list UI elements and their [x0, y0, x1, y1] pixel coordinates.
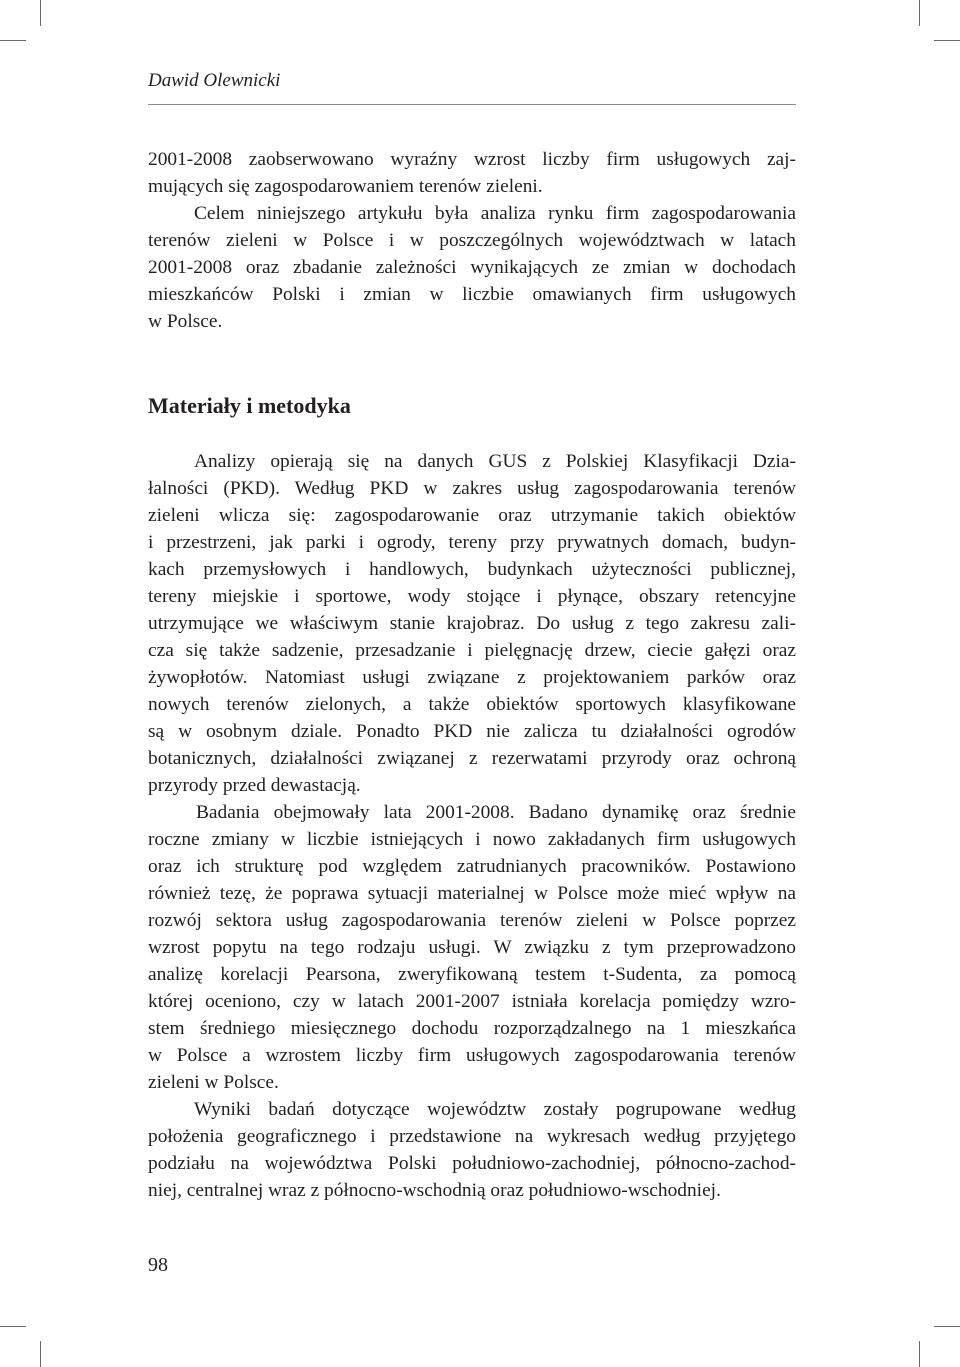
- crop-mark: [40, 1341, 41, 1367]
- text-line: oraz ich strukturę pod względem zatrudnianych pracowników. Postawiono: [148, 856, 796, 877]
- text-line: rozwój sektora usług zagospodarowania terenów zieleni w Polsce poprzez: [148, 910, 796, 931]
- text-line: wzrost popytu na tego rodzaju usługi. W związku z tym przeprowadzono: [148, 937, 796, 958]
- text-line: 2001-2008 zaobserwowano wyraźny wzrost liczby firm usługowych zaj-: [148, 149, 796, 170]
- text-line: Wyniki badań dotyczące województw zostały pogrupowane według: [194, 1099, 796, 1120]
- crop-mark: [40, 0, 41, 26]
- text-line: zieleni w Polsce.: [148, 1072, 279, 1093]
- crop-mark: [0, 1326, 26, 1327]
- text-line: łalności (PKD). Według PKD w zakres usług zagospodarowania terenów: [148, 478, 796, 499]
- text-line: terenów zieleni w Polsce i w poszczególnych województwach w latach: [148, 230, 796, 251]
- running-header-author: Dawid Olewnicki: [148, 70, 281, 91]
- text-line: kach przemysłowych i handlowych, budynkach użyteczności publicznej,: [148, 559, 796, 580]
- text-line: żywopłotów. Natomiast usługi związane z projektowaniem parków oraz: [148, 667, 796, 688]
- text-line: Celem niniejszego artykułu była analiza rynku firm zagospodarowania: [194, 203, 796, 224]
- text-line: mieszkańców Polski i zmian w liczbie omawianych firm usługowych: [148, 284, 796, 305]
- crop-mark: [0, 40, 26, 41]
- text-line: i przestrzeni, jak parki i ogrody, tereny przy prywatnych domach, budyn-: [148, 532, 796, 553]
- text-line: botanicznych, działalności związanej z rezerwatami przyrody oraz ochroną: [148, 748, 796, 769]
- text-line: również tezę, że poprawa sytuacji materialnej w Polsce może mieć wpływ na: [148, 883, 796, 904]
- text-line: przyrody przed dewastacją.: [148, 775, 361, 796]
- intro-paragraph: [148, 146, 796, 335]
- text-line: roczne zmiany w liczbie istniejących i nowo zakładanych firm usługowych: [148, 829, 796, 850]
- crop-mark: [919, 1341, 920, 1367]
- text-line: której oceniono, czy w latach 2001-2007 istniała korelacja pomiędzy wzro-: [148, 991, 796, 1012]
- text-line: w Polsce.: [148, 311, 223, 332]
- text-line: Badania obejmowały lata 2001-2008. Badano dynamikę oraz średnie: [196, 802, 796, 823]
- text-line: nowych terenów zielonych, a także obiektów sportowych klasyfikowane: [148, 694, 796, 715]
- text-line: podziału na województwa Polski południowo-zachodniej, północno-zachod-: [148, 1153, 796, 1174]
- crop-mark: [934, 40, 960, 41]
- text-line: tereny miejskie i sportowe, wody stojące i płynące, obszary retencyjne: [148, 586, 796, 607]
- text-line: mujących się zagospodarowaniem terenów zieleni.: [148, 176, 543, 197]
- methods-text: [148, 448, 796, 1204]
- text-line: utrzymujące we właściwym stanie krajobraz. Do usług z tego zakresu zali-: [148, 613, 796, 634]
- text-line: położenia geograficznego i przedstawione na wykresach według przyjętego: [148, 1126, 796, 1147]
- text-line: niej, centralnej wraz z północno-wschodnią oraz południowo-wschodniej.: [148, 1180, 721, 1201]
- text-line: zieleni wlicza się: zagospodarowanie oraz utrzymanie takich obiektów: [148, 505, 796, 526]
- text-line: są w osobnym dziale. Ponadto PKD nie zalicza tu działalności ogrodów: [148, 721, 796, 742]
- text-line: 2001-2008 oraz zbadanie zależności wynikających ze zmian w dochodach: [148, 257, 796, 278]
- page-number: 98: [148, 1254, 168, 1276]
- text-line: stem średniego miesięcznego dochodu rozporządzalnego na 1 mieszkańca: [148, 1018, 796, 1039]
- text-line: cza się także sadzenie, przesadzanie i pielęgnację drzew, ciecie gałęzi oraz: [148, 640, 796, 661]
- text-line: Analizy opierają się na danych GUS z Polskiej Klasyfikacji Dzia-: [194, 451, 796, 472]
- header-rule: [148, 104, 796, 105]
- crop-mark: [919, 0, 920, 26]
- text-line: analizę korelacji Pearsona, zweryfikowaną testem t-Sudenta, za pomocą: [148, 964, 796, 985]
- section-heading: Materiały i metodyka: [148, 393, 351, 418]
- text-line: w Polsce a wzrostem liczby firm usługowych zagospodarowania terenów: [148, 1045, 796, 1066]
- crop-mark: [934, 1326, 960, 1327]
